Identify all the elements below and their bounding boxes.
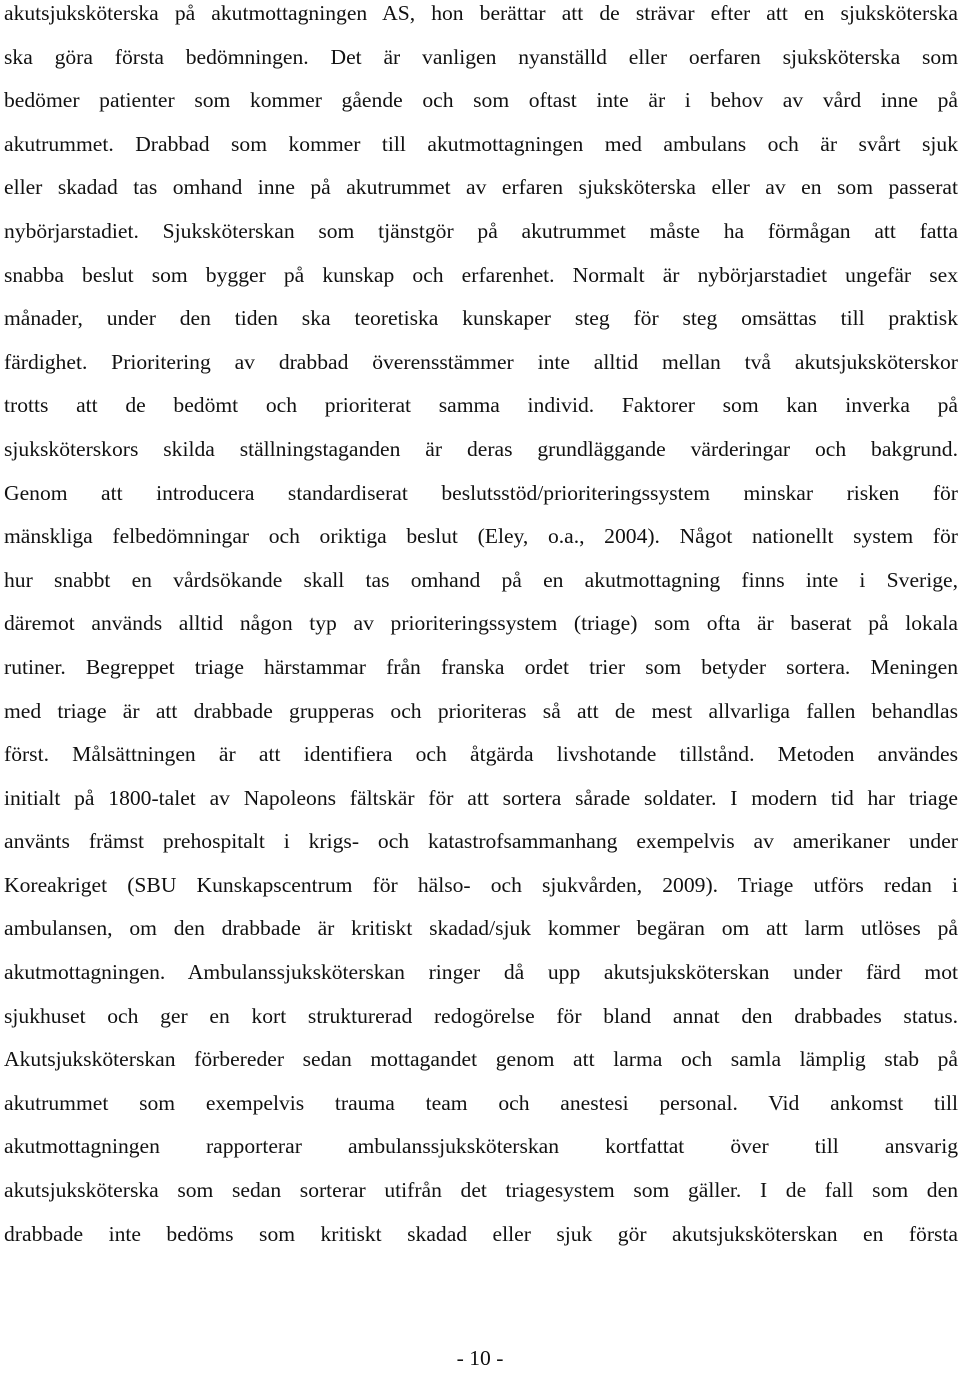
text-line: trotts att de bedömt och prioriterat samma individ. Faktorer som kan inverka på bbox=[4, 393, 958, 418]
text-line: drabbade inte bedöms som kritiskt skadad eller sjuk gör akutsjuksköterskan en första bbox=[4, 1221, 958, 1246]
text-line: sjuksköterskors skilda ställningstaganden är deras grundläggande värderingar och bakgrund. bbox=[4, 436, 958, 461]
text-line: nybörjarstadiet. Sjuksköterskan som tjänstgör på akutrummet måste ha förmågan att fatta bbox=[4, 218, 958, 243]
text-line: mänskliga felbedömningar och oriktiga beslut (Eley, o.a., 2004). Något nationellt system för bbox=[4, 524, 958, 549]
text-line: ska göra första bedömningen. Det är vanligen nyanställd eller oerfaren sjuksköterska som bbox=[4, 44, 958, 69]
text-line: hur snabbt en vårdsökande skall tas omhand på en akutmottagning finns inte i Sverige, bbox=[4, 567, 958, 592]
text-line: använts främst prehospitalt i krigs- och katastrofsammanhang exempelvis av amerikaner under bbox=[4, 829, 958, 854]
text-line: bedömer patienter som kommer gående och som oftast inte är i behov av vård inne på bbox=[4, 88, 958, 113]
text-line: däremot används alltid någon typ av prioriteringssystem (triage) som ofta är baserat på lokala bbox=[4, 611, 958, 636]
text-line: akutrummet. Drabbad som kommer till akutmottagningen med ambulans och är svårt sjuk bbox=[4, 131, 958, 156]
text-line: rutiner. Begreppet triage härstammar från franska ordet trier som betyder sortera. Meningen bbox=[4, 654, 958, 679]
text-line: Akutsjuksköterskan förbereder sedan mottagandet genom att larma och samla lämplig stab på bbox=[4, 1047, 958, 1072]
text-line: först. Målsättningen är att identifiera och åtgärda livshotande tillstånd. Metoden användes bbox=[4, 742, 958, 767]
text-line: månader, under den tiden ska teoretiska kunskaper steg för steg omsättas till praktisk bbox=[4, 306, 958, 331]
text-line: ambulansen, om den drabbade är kritiskt skadad/sjuk kommer begäran om att larm utlöses på bbox=[4, 916, 958, 941]
text-line: akutmottagningen. Ambulanssjuksköterskan ringer då upp akutsjuksköterskan under färd mot bbox=[4, 960, 958, 985]
text-line: initialt på 1800-talet av Napoleons fältskär för att sortera sårade soldater. I modern tid har triage bbox=[4, 785, 958, 810]
text-line: med triage är att drabbade grupperas och prioriteras så att de mest allvarliga fallen behandlas bbox=[4, 698, 958, 723]
text-line: Genom att introducera standardiserat beslutsstöd/prioriteringssystem minskar risken för bbox=[4, 480, 958, 505]
text-line: akutmottagningen rapporterar ambulanssjuksköterskan kortfattat över till ansvarig bbox=[4, 1134, 958, 1159]
text-line: Koreakriget (SBU Kunskapscentrum för hälso- och sjukvården, 2009). Triage utförs redan i bbox=[4, 872, 958, 897]
text-line: färdighet. Prioritering av drabbad överensstämmer inte alltid mellan två akutsjuksköterskor bbox=[4, 349, 958, 374]
text-line: eller skadad tas omhand inne på akutrummet av erfaren sjuksköterska eller av en som passerat bbox=[4, 175, 958, 200]
page-number: - 10 - bbox=[456, 1346, 504, 1370]
body-text bbox=[4, 0, 958, 1256]
text-line: snabba beslut som bygger på kunskap och erfarenhet. Normalt är nybörjarstadiet ungefär sex bbox=[4, 262, 958, 287]
text-line: akutrummet som exempelvis trauma team och anestesi personal. Vid ankomst till bbox=[4, 1090, 958, 1115]
text-line: akutsjuksköterska på akutmottagningen AS, hon berättar att de strävar efter att en sjuksköterska bbox=[4, 1, 958, 25]
text-line: akutsjuksköterska som sedan sorterar utifrån det triagesystem som gäller. I de fall som den bbox=[4, 1178, 958, 1203]
text-line: sjukhuset och ger en kort strukturerad redogörelse för bland annat den drabbades status. bbox=[4, 1003, 958, 1028]
